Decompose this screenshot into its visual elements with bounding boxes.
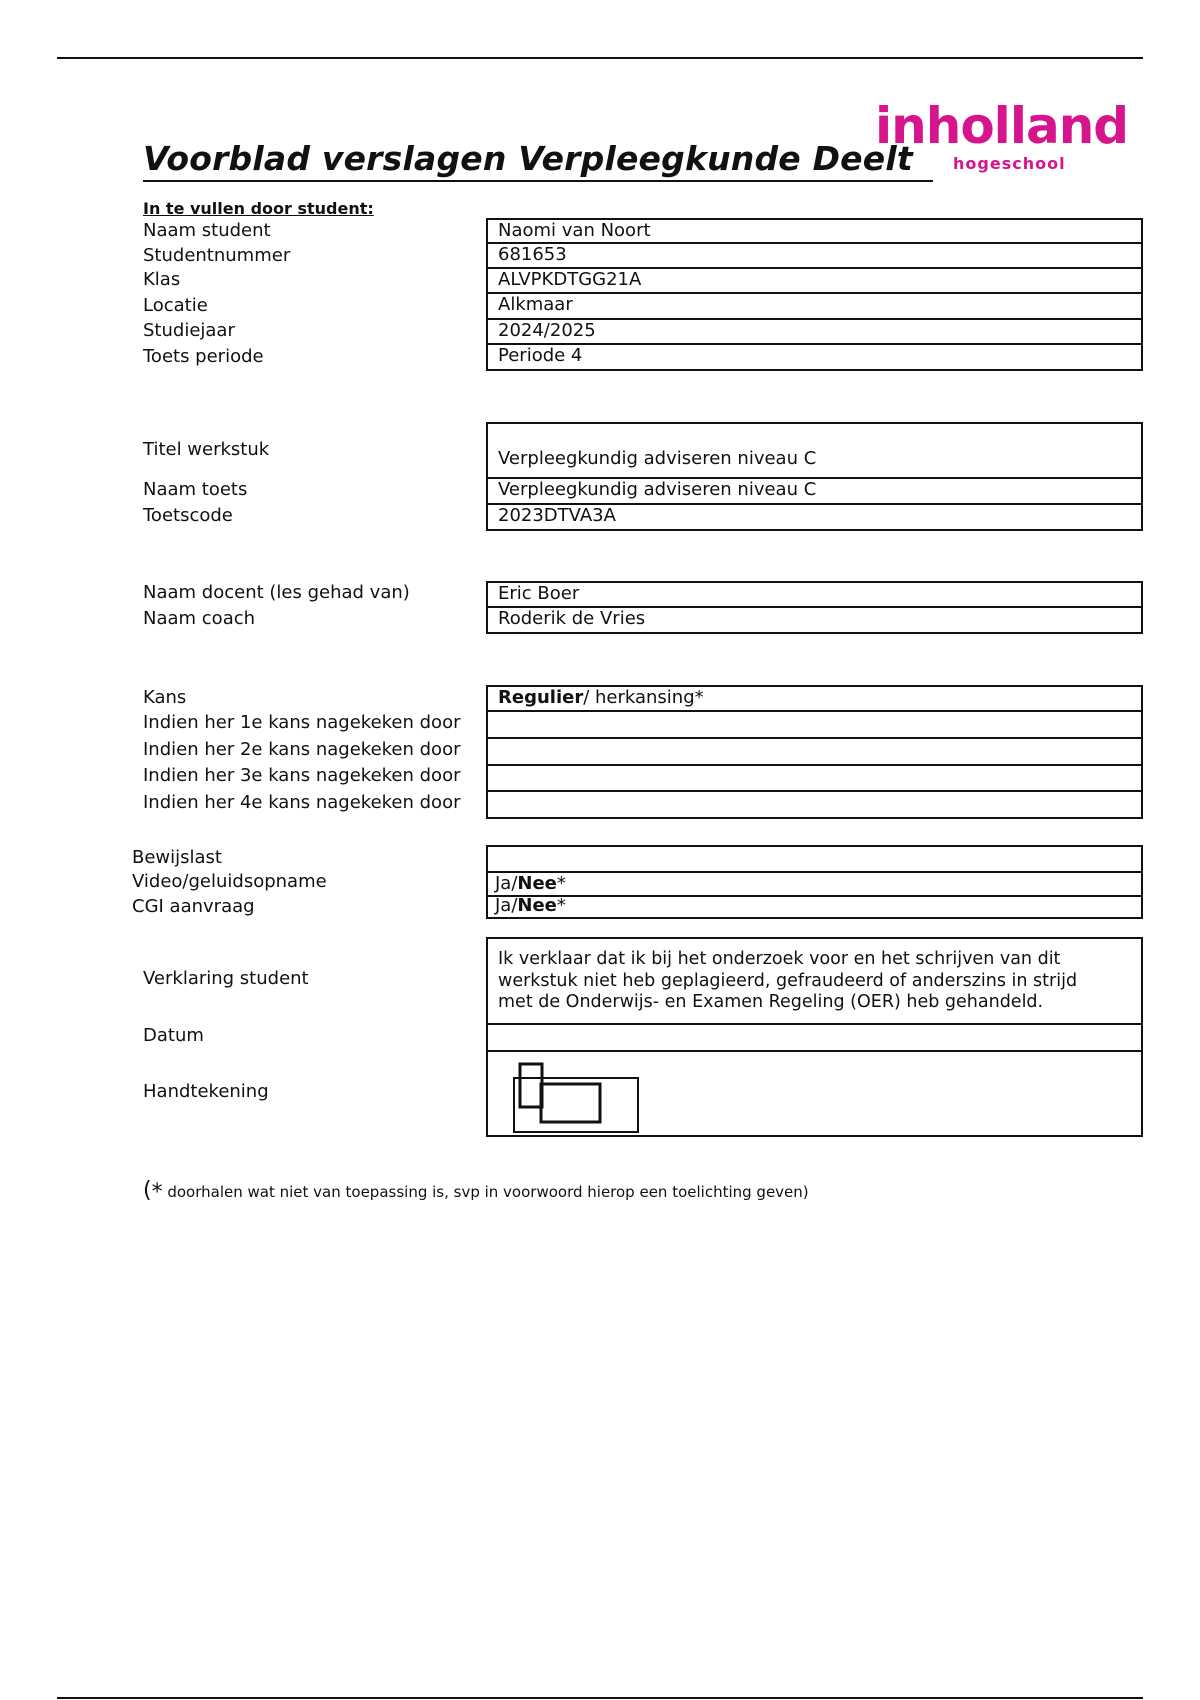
field-kans[interactable] — [486, 685, 1143, 712]
value-verklaring: Ik verklaar dat ik bij het onderzoek voor en het schrijven van dit werkstuk niet heb geplagieerd, gefraudeerd of anderszins in strijd met de Onderwijs- en Examen Regeling (OER) heb gehandeld. — [498, 949, 1078, 1012]
bottom-rule — [57, 1697, 1143, 1699]
label-her2: Indien her 2e kans nagekeken door — [143, 739, 461, 760]
field-bewijslast[interactable] — [486, 845, 1143, 873]
label-her4: Indien her 4e kans nagekeken door — [143, 792, 461, 813]
value-video — [495, 873, 566, 895]
field-verklaring — [486, 937, 1143, 1025]
field-cgi[interactable] — [486, 897, 1143, 919]
value-kans-regulier: Regulier — [498, 687, 584, 708]
footnote-text: doorhalen wat niet van toepassing is, svp in voorwoord hierop een toelichting geven) — [162, 1183, 809, 1201]
label-her3: Indien her 3e kans nagekeken door — [143, 765, 461, 786]
value-naam-student: Naomi van Noort — [498, 220, 651, 241]
value-cgi-nee: Nee — [517, 895, 557, 916]
label-titel-werkstuk: Titel werkstuk — [143, 439, 270, 460]
value-kans — [498, 687, 704, 709]
label-studiejaar: Studiejaar — [143, 320, 235, 341]
field-locatie[interactable] — [486, 294, 1143, 320]
label-video: Video/geluidsopname — [132, 871, 327, 892]
field-her4[interactable] — [486, 792, 1143, 819]
field-naam-coach[interactable] — [486, 608, 1143, 634]
field-her2[interactable] — [486, 739, 1143, 766]
value-naam-toets: Verpleegkundig adviseren niveau C — [498, 479, 817, 500]
value-klas: ALVPKDTGG21A — [498, 269, 642, 290]
field-handtekening[interactable] — [486, 1052, 1143, 1137]
label-naam-docent: Naam docent (les gehad van) — [143, 582, 410, 603]
logo-sub: hogeschool — [953, 154, 1066, 173]
field-toets-periode[interactable] — [486, 345, 1143, 371]
label-naam-coach: Naam coach — [143, 608, 256, 629]
footnote-open: ( — [143, 1178, 152, 1203]
value-naam-docent: Eric Boer — [498, 583, 580, 604]
value-cgi-ja: Ja/ — [495, 895, 518, 916]
field-datum[interactable] — [486, 1025, 1143, 1052]
label-kans: Kans — [143, 687, 187, 708]
value-kans-rest: / herkansing* — [583, 687, 704, 708]
logo-name: inholland — [875, 97, 1129, 155]
value-toetscode: 2023DTVA3A — [498, 505, 616, 526]
label-naam-toets: Naam toets — [143, 479, 248, 500]
label-toets-periode: Toets periode — [143, 346, 264, 367]
field-naam-docent[interactable] — [486, 581, 1143, 608]
top-rule — [57, 57, 1143, 59]
label-her1: Indien her 1e kans nagekeken door — [143, 712, 461, 733]
signature-image — [508, 1058, 668, 1138]
field-her1[interactable] — [486, 712, 1143, 739]
value-video-star: * — [556, 873, 566, 894]
value-video-ja: Ja/ — [495, 873, 518, 894]
label-locatie: Locatie — [143, 295, 208, 316]
value-video-nee: Nee — [517, 873, 557, 894]
label-cgi: CGI aanvraag — [132, 896, 255, 917]
footnote-star: * — [151, 1180, 163, 1205]
label-toetscode: Toetscode — [143, 505, 233, 526]
value-studiejaar: 2024/2025 — [498, 320, 596, 341]
value-naam-coach: Roderik de Vries — [498, 608, 646, 629]
inholland-logo — [875, 97, 1129, 178]
footnote — [143, 1178, 809, 1205]
label-handtekening: Handtekening — [143, 1081, 269, 1102]
field-titel-werkstuk[interactable] — [486, 422, 1143, 479]
value-studentnummer: 681653 — [498, 244, 567, 265]
label-datum: Datum — [143, 1025, 204, 1046]
value-cgi-star: * — [556, 895, 566, 916]
label-verklaring: Verklaring student — [143, 968, 309, 989]
label-studentnummer: Studentnummer — [143, 245, 291, 266]
page-title: Voorblad verslagen Verpleegkunde Deelt — [143, 139, 933, 182]
field-naam-student[interactable] — [486, 218, 1143, 244]
field-toetscode[interactable] — [486, 505, 1143, 531]
field-video[interactable] — [486, 873, 1143, 897]
label-bewijslast: Bewijslast — [132, 847, 222, 868]
field-studiejaar[interactable] — [486, 320, 1143, 345]
section-heading: In te vullen door student: — [143, 199, 374, 218]
field-studentnummer[interactable] — [486, 244, 1143, 269]
label-klas: Klas — [143, 269, 181, 290]
value-cgi — [495, 895, 566, 917]
field-her3[interactable] — [486, 766, 1143, 792]
value-locatie: Alkmaar — [498, 294, 573, 315]
field-naam-toets[interactable] — [486, 479, 1143, 505]
value-toets-periode: Periode 4 — [498, 345, 583, 366]
field-klas[interactable] — [486, 269, 1143, 294]
value-titel-werkstuk: Verpleegkundig adviseren niveau C — [498, 448, 817, 469]
label-naam-student: Naam student — [143, 220, 271, 241]
